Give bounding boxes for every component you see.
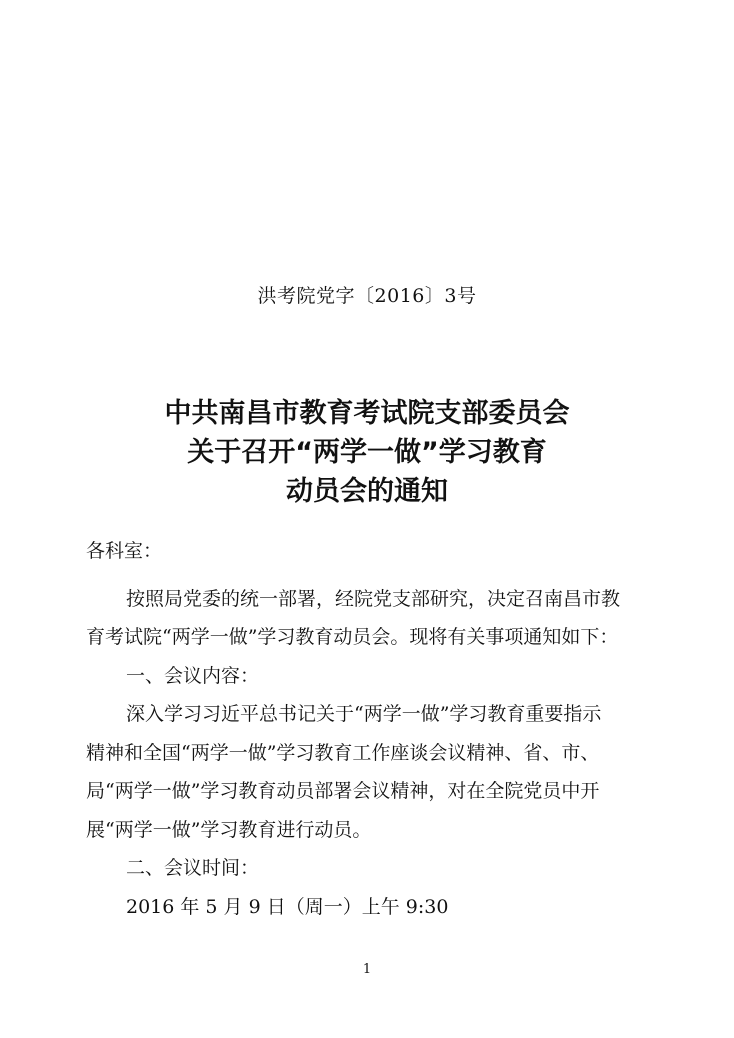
title-line-1: 中共南昌市教育考试院支部委员会	[164, 398, 570, 429]
section-heading-time: 二、会议时间：	[126, 857, 260, 879]
salutation: 各科室：	[86, 540, 163, 562]
document-title	[0, 394, 734, 511]
title-line-2: 关于召开“两学一做”学习教育	[187, 437, 547, 468]
body-line-2: 育考试院“两学一做”学习教育动员会。现将有关事项通知如下：	[86, 626, 619, 648]
body-line-6: 局“两学一做”学习教育动员部署会议精神，对在全院党员中开	[86, 780, 600, 802]
meeting-time: 2016 年 5 月 9 日（周一）上午 9:30	[126, 895, 449, 918]
document-number: 洪考院党字〔2016〕3号	[257, 285, 477, 307]
body-line-7: 展“两学一做”学习教育进行动员。	[86, 818, 372, 841]
section-heading-content: 一、会议内容：	[126, 664, 260, 687]
body-line-4: 深入学习习近平总书记关于“两学一做”学习教育重要指示	[126, 703, 602, 725]
body-line-5: 精神和全国“两学一做”学习教育工作座谈会议精神、省、市、	[86, 741, 600, 764]
page-number: 1	[362, 962, 372, 977]
document-body	[86, 532, 651, 926]
title-line-3: 动员会的通知	[286, 476, 448, 507]
body-line-1: 按照局党委的统一部署，经院党支部研究，决定召南昌市教	[126, 587, 621, 610]
